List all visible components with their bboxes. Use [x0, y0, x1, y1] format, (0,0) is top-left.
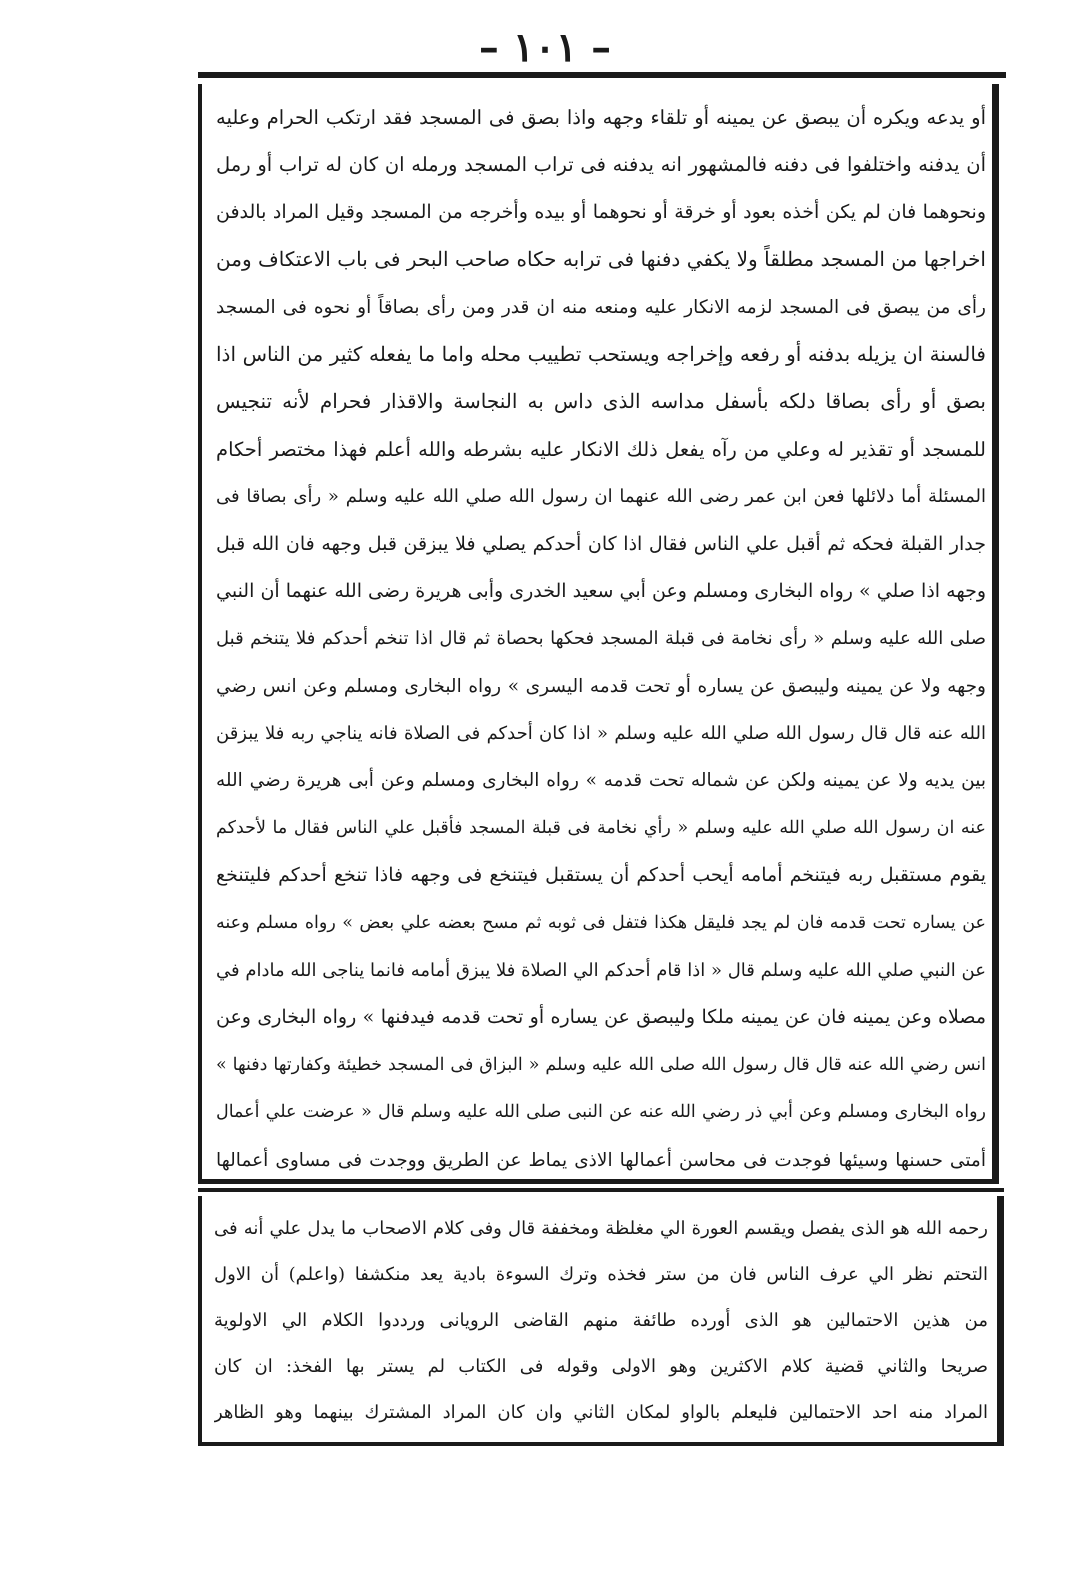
main-text-line: جدار القبلة فحكه ثم أقبل علي الناس فقال اذا كان أحدكم يصلي فلا يبزقن قبل وجهه فان الله قبل — [216, 532, 986, 555]
footnote-line: رحمه الله هو الذى يفصل ويقسم العورة الي مغلظة ومخففة قال وفى كلام الاصحاب ما يدل علي أنه فى — [214, 1218, 988, 1239]
main-text-line: الله عنه قال قال رسول الله صلي الله عليه وسلم « اذا كان أحدكم فى الصلاة فانه يناجي ربه فلا يبزقن — [216, 723, 986, 745]
main-text-line: المسئلة أما دلائلها فعن ابن عمر رضى الله عنهما ان رسول الله صلي الله عليه وسلم « رأى بصاقا فى — [216, 486, 986, 508]
main-text-line: بين يديه ولا عن يمينه ولكن عن شماله تحت قدمه » رواه البخارى ومسلم وعن أبى هريرة رضي الله — [216, 770, 986, 792]
main-text-line: فالسنة ان يزيله بدفنه أو رفعه وإخراجه ويستحب تطييب محله واما ما يفعله كثير من الناس اذا — [216, 341, 986, 366]
main-text-line: عن يساره تحت قدمه فان لم يجد فليقل هكذا فتفل فى ثوبه ثم مسح بعضه علي بعض » رواه مسلم وعنه — [216, 912, 986, 933]
footnote-body — [214, 1206, 988, 1436]
main-text-line: للمسجد أو تقذير له وعلي من رآه يفعل ذلك الانكار عليه بشرطه والله أعلم فهذا مختصر أحكام — [216, 437, 986, 461]
main-text-line: وجهه اذا صلي » رواه البخارى ومسلم وعن أبي سعيد الخدرى وأبى هريرة رضى الله عنهما أن النبي — [216, 579, 986, 602]
main-text-line: يقوم مستقبل ربه فيتنخم أمامه أيحب أحدكم أن يستقبل فيتنخع فى وجهه فاذا تنخع أحدكم فليتنخع — [216, 864, 986, 887]
main-text-line: صلى الله عليه وسلم « رأى نخامة فى قبلة المسجد فحكها بحصاة ثم قال اذا تنخم أحدكم فلا يتنخم قبل — [216, 628, 986, 650]
main-text-line: أن يدفنه واختلفوا فى دفنه فالمشهور انه يدفنه فى تراب المسجد ورمله ان كان له تراب أو رمل — [216, 153, 986, 177]
main-text-line: انس رضي الله عنه قال قال رسول الله صلى الله عليه وسلم « البزاق فى المسجد خطيئة وكفارتها دفنها » — [216, 1054, 986, 1075]
footnote-line: صريحا والثاني قضية كلام الاكثرين وهو الاولى وقوله فى الكتاب لم يستر بها الفخذ: ان كان — [214, 1356, 988, 1377]
main-text-line: ونحوهما فان لم يكن أخذه بعود أو خرقة أو نحوهما أو بيده وأخرجه من المسجد وقيل المراد بالدفن — [216, 200, 986, 223]
footnote-line: من هذين الاحتمالين هو الذى أورده طائفة منهم القاضى الرويانى ورددوا الكلام الي الاولوية — [214, 1310, 988, 1331]
main-text-line: أمتى حسنها وسيئها فوجدت فى محاسن أعمالها الاذى يماط عن الطريق ووجدت فى مساوى أعمالها — [216, 1149, 986, 1171]
main-text-body — [216, 94, 986, 1184]
footnote-divider — [198, 1188, 1004, 1192]
main-text-line: اخراجها من المسجد مطلقاً ولا يكفي دفنها فى ترابه حكاه صاحب البحر فى باب الاعتكاف ومن — [216, 247, 986, 272]
main-text-line: رواه البخارى ومسلم وعن أبي ذر رضي الله عنه عن النبى صلى الله عليه وسلم قال « عرضت علي أعمال — [216, 1102, 986, 1123]
main-text-line: أو يدعه ويكره أن يبصق عن يمينه أو تلقاء وجهه واذا بصق فى المسجد فقد ارتكب الحرام وعليه — [216, 106, 986, 129]
main-text-line: وجهه ولا عن يمينه وليبصق عن يساره أو تحت قدمه اليسرى » رواه البخارى ومسلم وعن انس رضي — [216, 675, 986, 697]
top-rule — [198, 72, 1006, 78]
main-text-line: عن النبي صلي الله عليه وسلم قال « اذا قام أحدكم الي الصلاة فلا يبزق أمامه فانما يناجى الله مادام في — [216, 960, 986, 982]
main-text-line: رأى من يبصق فى المسجد لزمه الانكار عليه ومنعه منه ان قدر ومن رأى بصاقاً أو نحوه فى المسجد — [216, 296, 986, 318]
footnote-line: التحتم نظر الي عرف الناس فان من ستر فخذه وترك السوءة بادية يعد منكشفا (واعلم) أن الاول — [214, 1264, 988, 1285]
main-text-line: بصق أو رأى بصاقا دلكه بأسفل مداسه الذى داس به النجاسة والاقذار فحرام لأنه تنجيس — [216, 389, 986, 414]
footnote-line: المراد منه احد الاحتمالين فليعلم بالواو لمكان الثاني وان كان المراد المشترك بينهما وهو الظاهر — [214, 1402, 988, 1423]
main-text-line: مصلاه وعن يمينه فان عن يمينه ملكا وليبصق عن يساره أو تحت قدمه فيدفنها » رواه البخارى وعن — [216, 1006, 986, 1029]
page-number: – ١٠١ – — [478, 24, 612, 71]
main-text-line: عنه ان رسول الله صلي الله عليه وسلم « رأي نخامة فى قبلة المسجد فأقبل علي الناس فقال ما لأحدكم — [216, 817, 986, 838]
